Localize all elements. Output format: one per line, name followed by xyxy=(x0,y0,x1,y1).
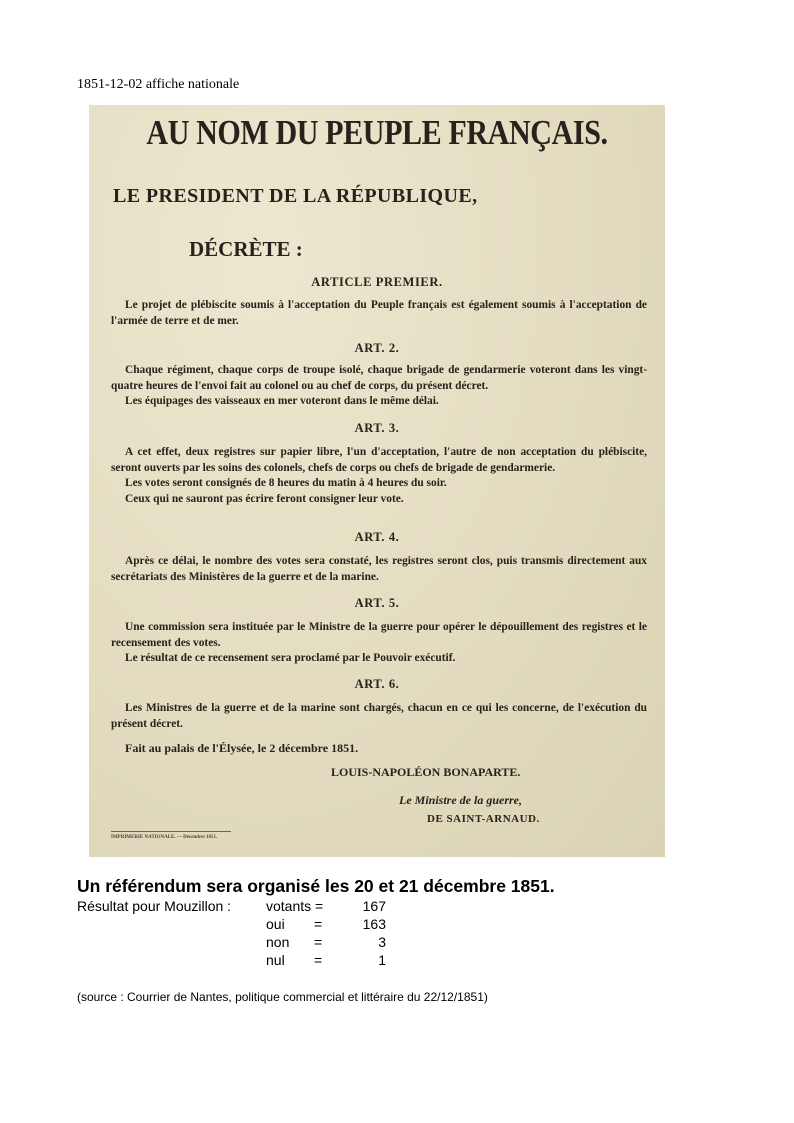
result-value: 1 xyxy=(378,952,386,968)
result-row-non xyxy=(266,934,386,952)
poster-signature: LOUIS-NAPOLÉON BONAPARTE. xyxy=(331,765,521,779)
article-2-paragraph: Chaque régiment, chaque corps de troupe isolé, chaque brigade de gendarmerie voteront dans les vingt-quatre heures de l'envoi fait au colonel ou au chef de corps, du présent décret. xyxy=(111,364,647,392)
poster-president-line: LE PRESIDENT DE LA RÉPUBLIQUE, xyxy=(113,185,478,207)
article-2-paragraph: Les équipages des vaisseaux en mer voteront dans le même délai. xyxy=(125,395,439,407)
result-row-oui xyxy=(266,916,386,934)
results-label: Résultat pour Mouzillon : xyxy=(77,898,232,914)
poster-date-line: Fait au palais de l'Élysée, le 2 décembre 1851. xyxy=(125,741,359,755)
article-5-paragraph: Une commission sera instituée par le Ministre de la guerre pour opérer le dépouillement des registres et le recensement des votes. xyxy=(111,621,647,649)
article-4-heading: ART. 4. xyxy=(354,530,400,544)
imprint-divider xyxy=(111,831,231,832)
result-key: nul xyxy=(266,952,285,968)
article-6-heading: ART. 6. xyxy=(354,677,400,691)
decree-poster-image xyxy=(89,105,665,857)
minister-title: Le Ministre de la guerre, xyxy=(399,793,522,807)
article-3-paragraph: A cet effet, deux registres sur papier libre, l'un d'acceptation, l'autre de non acceptation du plébiscite, seront ouverts par les soins des colonels, chefs de corps ou chefs de brigade de gendarmerie. xyxy=(111,446,647,474)
referendum-announcement: Un référendum sera organisé les 20 et 21 décembre 1851. xyxy=(77,876,555,896)
result-key: votants = xyxy=(266,898,324,914)
article-1-text xyxy=(111,298,647,329)
result-equals: = xyxy=(314,916,323,932)
article-6-text xyxy=(111,701,647,732)
result-equals: = xyxy=(314,934,323,950)
result-value: 3 xyxy=(378,934,386,950)
article-2-text xyxy=(111,363,647,410)
article-5-heading: ART. 5. xyxy=(354,596,400,610)
article-4-text xyxy=(111,554,647,585)
result-row-votants xyxy=(266,898,386,916)
result-key: non xyxy=(266,934,290,950)
source-citation: (source : Courrier de Nantes, politique commercial et littéraire du 22/12/1851) xyxy=(77,990,488,1004)
minister-name: DE SAINT-ARNAUD. xyxy=(427,813,540,825)
article-5-paragraph: Le résultat de ce recensement sera proclamé par le Pouvoir exécutif. xyxy=(125,652,456,664)
result-value: 167 xyxy=(362,898,386,914)
article-5-text xyxy=(111,620,647,667)
article-1-heading: ARTICLE PREMIER. xyxy=(311,275,443,289)
poster-imprint: IMPRIMERIE NATIONALE. — Décembre 1851. xyxy=(111,835,218,840)
result-key: oui xyxy=(266,916,285,932)
document-header: 1851-12-02 affiche nationale xyxy=(77,77,240,92)
article-3-paragraph: Les votes seront consignés de 8 heures du matin à 4 heures du soir. xyxy=(125,477,447,489)
article-1-paragraph: Le projet de plébiscite soumis à l'acceptation du Peuple français est également soumis à l'acceptation de l'armée de terre et de mer. xyxy=(111,299,647,327)
result-value: 163 xyxy=(362,916,386,932)
article-3-paragraph: Ceux qui ne sauront pas écrire feront consigner leur vote. xyxy=(125,492,404,505)
article-6-paragraph: Les Ministres de la guerre et de la marine sont chargés, chacun en ce qui les concerne, de l'exécution du présent décret. xyxy=(111,702,647,730)
article-3-text xyxy=(111,445,647,507)
poster-title: AU NOM DU PEUPLE FRANÇAIS. xyxy=(146,113,608,152)
article-2-heading: ART. 2. xyxy=(354,341,400,355)
poster-decrete: DÉCRÈTE : xyxy=(189,237,303,261)
article-3-heading: ART. 3. xyxy=(354,421,400,435)
article-4-paragraph: Après ce délai, le nombre des votes sera constaté, les registres seront clos, puis transmis directement aux secrétariats des Ministères de la guerre et de la marine. xyxy=(111,555,647,583)
result-equals: = xyxy=(314,952,323,968)
result-row-nul xyxy=(266,952,386,970)
